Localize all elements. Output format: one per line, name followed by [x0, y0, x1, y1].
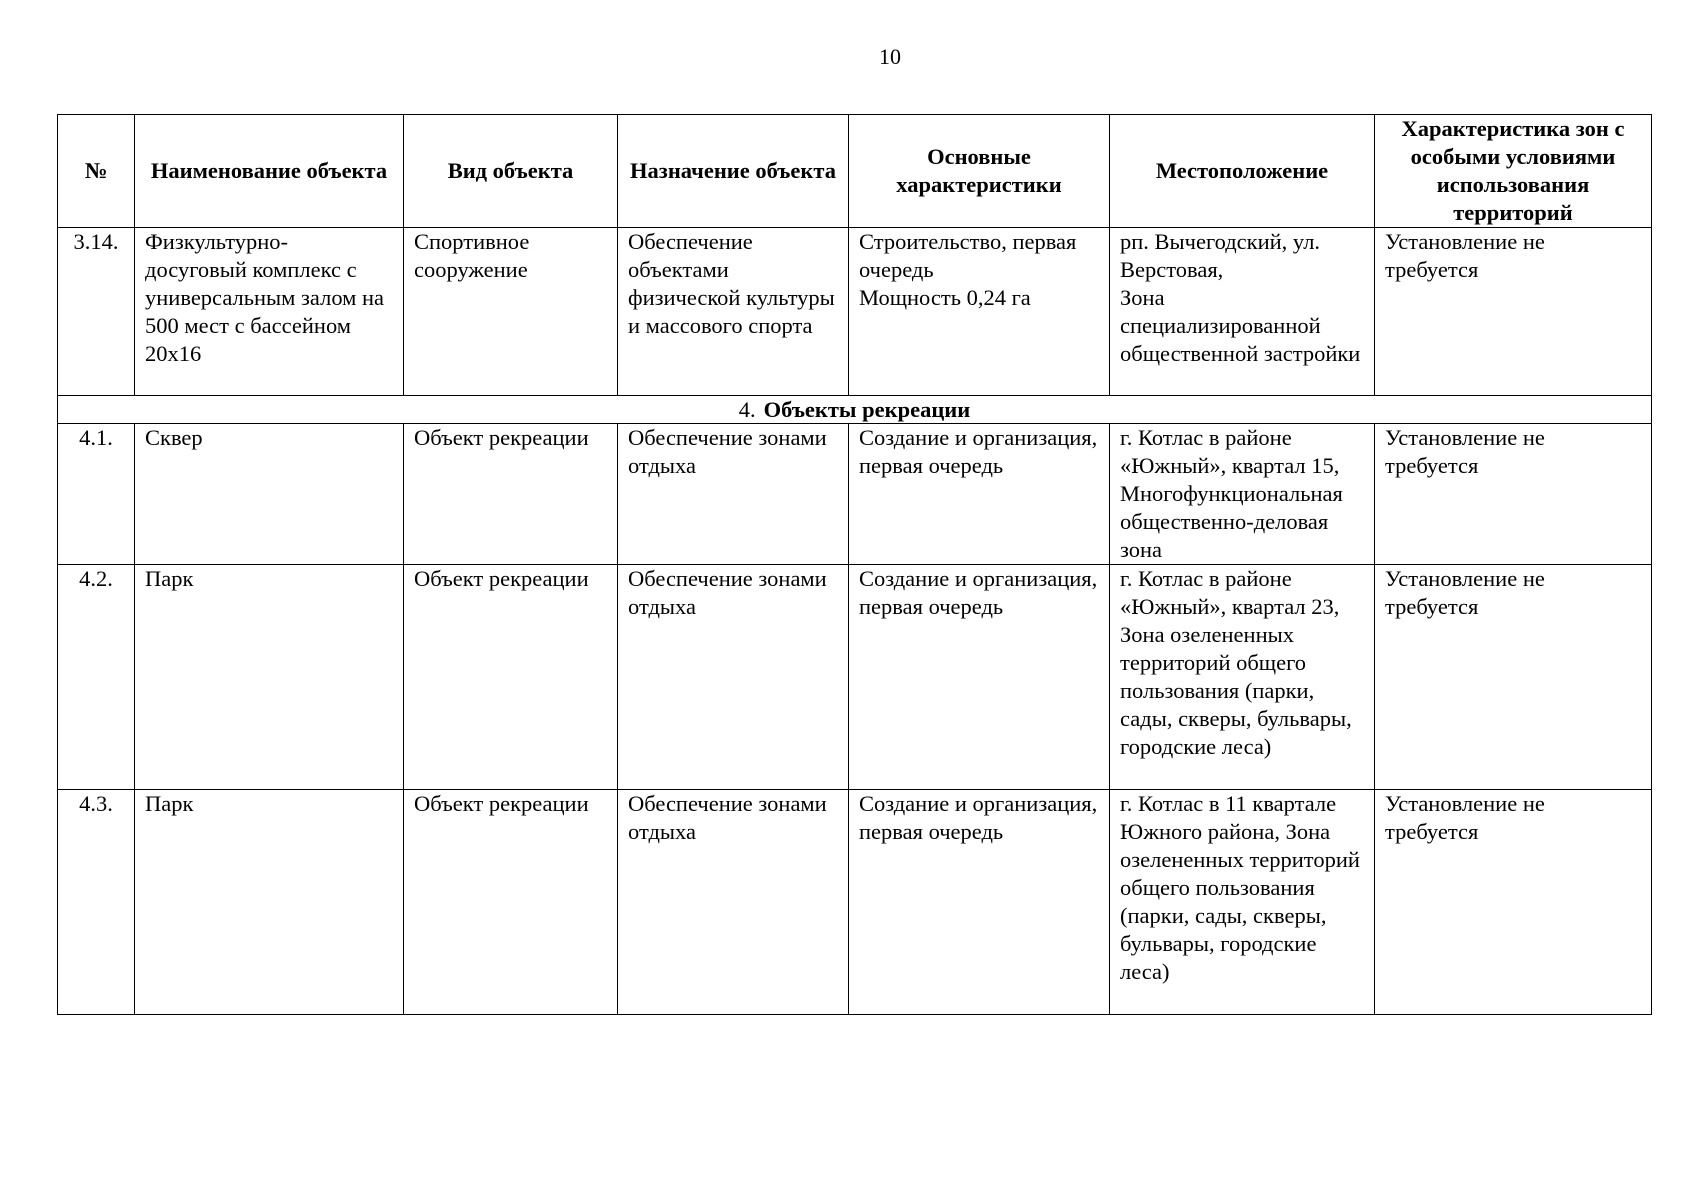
row-name: Парк [135, 565, 404, 790]
header-zones: Характеристика зон с особыми условиями использования территорий [1375, 115, 1652, 228]
row-characteristics: Создание и организация, первая очередь [849, 790, 1110, 1015]
section-title: Объекты рекреации [763, 397, 971, 422]
row-location: г. Котлас в 11 квартале Южного района, Зона озелененных территорий общего пользования (парки, сады, скверы, бульвары, городские леса) [1110, 790, 1375, 1015]
row-purpose: Обеспечение зонами отдыха [618, 565, 849, 790]
row-location: г. Котлас в районе «Южный», квартал 23, Зона озелененных территорий общего пользования (парки, сады, скверы, бульвары, городские леса) [1110, 565, 1375, 790]
section-heading [58, 396, 1652, 424]
table-body [58, 228, 1652, 1015]
row-num: 4.3. [58, 790, 135, 1015]
header-location: Местоположение [1110, 115, 1375, 228]
row-num: 4.1. [58, 424, 135, 565]
section-number: 4. [738, 397, 756, 422]
page-number: 10 [879, 44, 901, 69]
row-name: Парк [135, 790, 404, 1015]
row-purpose: Обеспечение зонами отдыха [618, 790, 849, 1015]
row-zones: Установление не требуется [1375, 228, 1652, 396]
row-characteristics: Создание и организация, первая очередь [849, 424, 1110, 565]
header-name: Наименование объекта [135, 115, 404, 228]
objects-table [57, 114, 1652, 1015]
row-characteristics: Строительство, первая очередь Мощность 0,24 га [849, 228, 1110, 396]
section-row [58, 396, 1652, 424]
header-type: Вид объекта [404, 115, 618, 228]
header-num: № [58, 115, 135, 228]
row-purpose: Обеспечение объектами физической культуры и массового спорта [618, 228, 849, 396]
row-zones: Установление не требуется [1375, 424, 1652, 565]
row-type: Объект рекреации [404, 424, 618, 565]
row-purpose: Обеспечение зонами отдыха [618, 424, 849, 565]
row-zones: Установление не требуется [1375, 565, 1652, 790]
row-characteristics: Создание и организация, первая очередь [849, 565, 1110, 790]
row-type: Объект рекреации [404, 565, 618, 790]
row-location: рп. Вычегодский, ул. Верстовая, Зона специализированной общественной застройки [1110, 228, 1375, 396]
row-num: 4.2. [58, 565, 135, 790]
row-location: г. Котлас в районе «Южный», квартал 15, Многофункциональная общественно-деловая зона [1110, 424, 1375, 565]
table-row [58, 228, 1652, 396]
table-row [58, 790, 1652, 1015]
header-characteristics: Основные характеристики [849, 115, 1110, 228]
row-name: Физкультурно- досуговый комплекс с универсальным залом на 500 мест с бассейном 20х16 [135, 228, 404, 396]
row-zones: Установление не требуется [1375, 790, 1652, 1015]
header-purpose: Назначение объекта [618, 115, 849, 228]
row-name: Сквер [135, 424, 404, 565]
table-row [58, 424, 1652, 565]
table-header [58, 115, 1652, 228]
row-num: 3.14. [58, 228, 135, 396]
row-type: Спортивное сооружение [404, 228, 618, 396]
row-type: Объект рекреации [404, 790, 618, 1015]
table-row [58, 565, 1652, 790]
header-row [58, 115, 1652, 228]
